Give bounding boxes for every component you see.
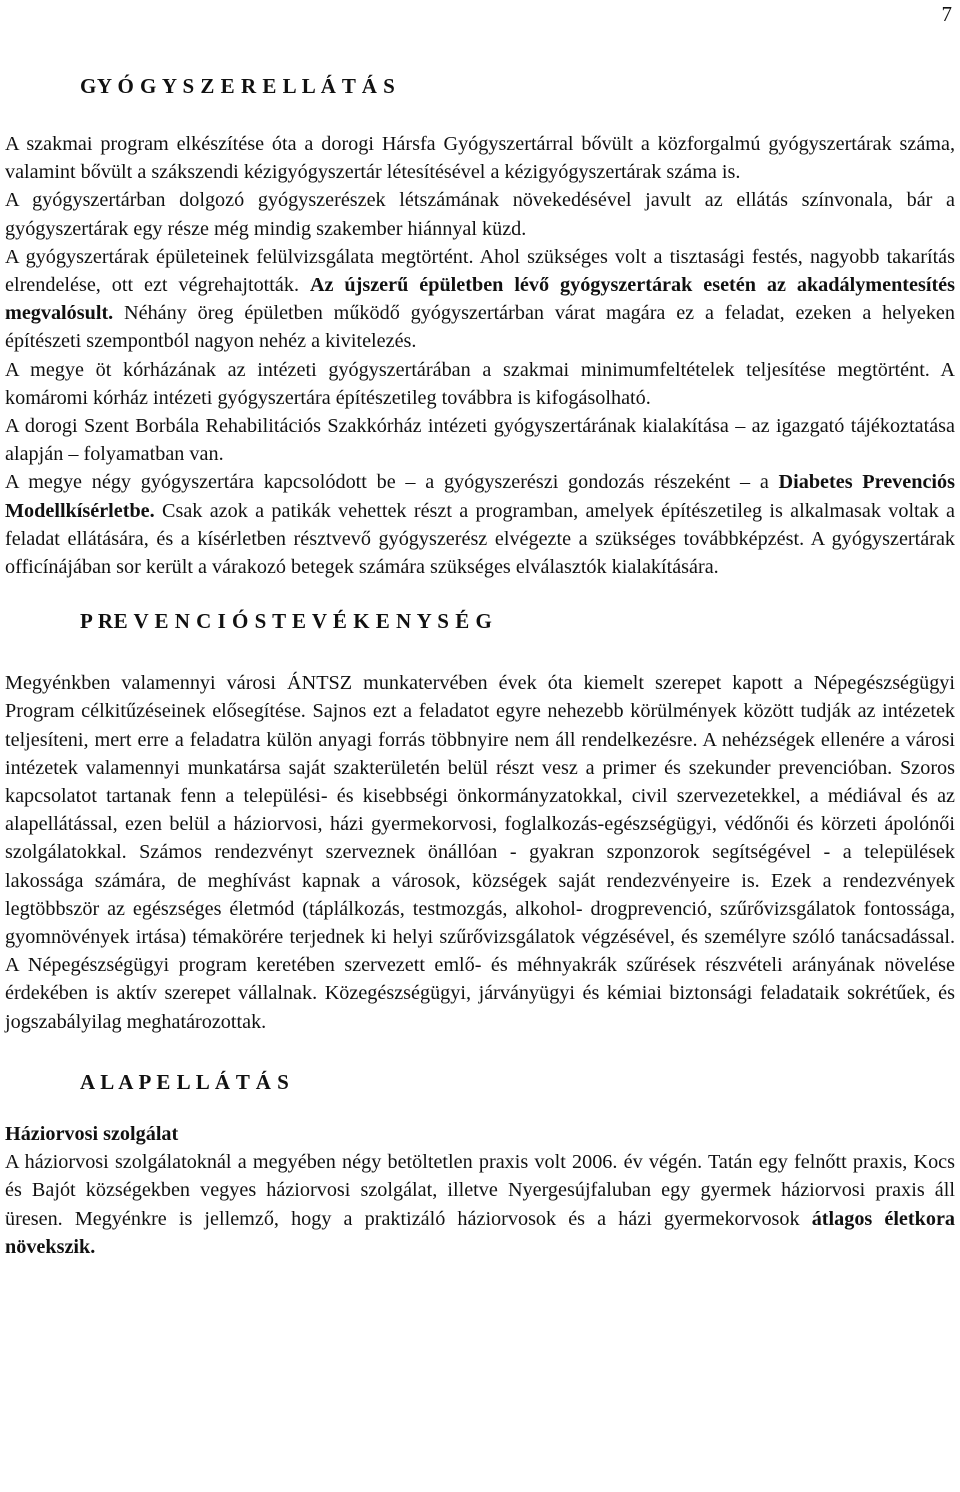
paragraph: Megyénkben valamennyi városi ÁNTSZ munkatervében évek óta kiemelt szerepet kapott a Népegészségügyi Program célkitűzéseinek elősegítése. Sajnos ezt a feladatot egyre nehezebb körülmények között tudják az intézetek teljesíteni, mert erre a feladatra külön anyagi forrás többnyire nem áll rendelkezésre. A nehézségek ellenére a városi intézetek valamennyi munkatársa saját szakterületén belül részt vesz a primer és szekunder prevencióban. Szoros kapcsolatot tartanak fenn a települési- és kisebbségi önkormányzatokkal, civil szervezetekkel, a médiával és az alapellátással, ezen belül a háziorvosi, házi gyermekorvosi, foglalkozás-egészségügyi, védőnői és körzeti ápolónői szolgálatokkal. Számos rendezvényt szerveznek önállóan - gyakran szponzorok segítségével - a települések lakossága számára, de meghívást kapnak a városok, községek saját rendezvényeire is. Ezek a rendezvények legtöbbször az egészséges életmód (táplálkozás, testmozgás, alkohol- drogprevenció, szűrővizsgálatok fontossága, gyomnövények irtása) témakörére terjednek ki helyi szűrővizsgálatok végzésével, és személyre szóló tanácsadással. A Népegészségügyi program keretében szervezett emlő- és méhnyakrák szűrések részvételi arányának növelése érdekében is aktív szerepet vállalnak. Közegészségügyi, járványügyi és kémiai biztonsági feladataik sokrétűek, és jogszabályilag meghatározottak.: [5, 672, 955, 1033]
section-heading-prevencio: P RE V E N C I Ó S T E V É K E N Y S É G: [80, 609, 493, 634]
paragraph-text: Néhány öreg épületben működő gyógyszertárban várat magára ez a feladat, ezeken a helyeken építészeti szempontból nagyon nehéz a kivitelezés.: [5, 302, 955, 353]
section-heading-alapellatas: A L A P E L L Á T Á S: [80, 1069, 290, 1094]
paragraph: [5, 468, 955, 581]
paragraph: A megye öt kórházának az intézeti gyógyszertárában a szakmai minimumfeltételek teljesítése megtörtént. A komáromi kórház intézeti gyógyszertára építészetileg továbbra is kifogásolható.: [5, 358, 955, 409]
bold-text: Az újszerű épületben lévő gyógyszertárak esetén az akadálymentesítés megvalósult.: [5, 274, 955, 325]
subheading-haziorvosi-szolgalat: Háziorvosi szolgálat: [5, 1122, 179, 1145]
bold-text: átlagos életkora növekszik.: [5, 1207, 955, 1258]
paragraph: A gyógyszertárban dolgozó gyógyszerészek létszámának növekedésével javult az ellátás színvonala, bár a gyógyszertárak egy része még mindig szakember hiánnyal küzd.: [5, 189, 955, 240]
bold-text: Diabetes Prevenciós Modellkísérletbe.: [5, 471, 955, 522]
paragraph-text: A megye négy gyógyszertára kapcsolódott be – a gyógyszerészi gondozás részeként – a: [5, 471, 779, 494]
paragraph-text: A háziorvosi szolgálatoknál a megyében négy betöltetlen praxis volt 2006. év végén. Tatán egy felnőtt praxis, Kocs és Bajót községekben vegyes háziorvosi szolgálat, illetve Nyergesújfaluban egy gyermek háziorvosi praxis áll üresen. Megyénkre is jellemző, hogy a praktizáló háziorvosok és a házi gyermekorvosok: [5, 1151, 955, 1230]
paragraph-text: A gyógyszertárak épületeinek felülvizsgálata megtörtént. Ahol szükséges volt a tisztasági festés, nagyobb takarítás elrendelése, ott ezt végrehajtották.: [5, 245, 955, 297]
paragraph: [5, 1148, 955, 1261]
section-heading-gyogyszerellatas: GY Ó G Y S Z E R E L L Á T Á S: [80, 74, 396, 98]
paragraph: A szakmai program elkészítése óta a dorogi Hársfa Gyógyszertárral bővült a közforgalmú gyógyszertárak száma, valamint bővült a szákszendi kézigyógyszertár létesítésével a kézigyógyszertárak száma is.: [5, 133, 955, 184]
paragraph-text: Csak azok a patikák vehettek részt a programban, amelyek építészetileg is alkalmasak voltak a feladat ellátására, és a kísérletben résztvevő gyógyszerész elvégezte a szükséges továbbképzést. A gyógyszertárak officínájában sor került a várakozó betegek számára szükséges elválasztók kialakítására.: [5, 499, 955, 579]
page-content: [5, 72, 955, 1261]
page-number: 7: [941, 2, 952, 26]
paragraph: [5, 243, 955, 356]
paragraph: A dorogi Szent Borbála Rehabilitációs Szakkórház intézeti gyógyszertárának kialakítása – az igazgató tájékoztatása alapján – folyamatban van.: [5, 415, 955, 466]
